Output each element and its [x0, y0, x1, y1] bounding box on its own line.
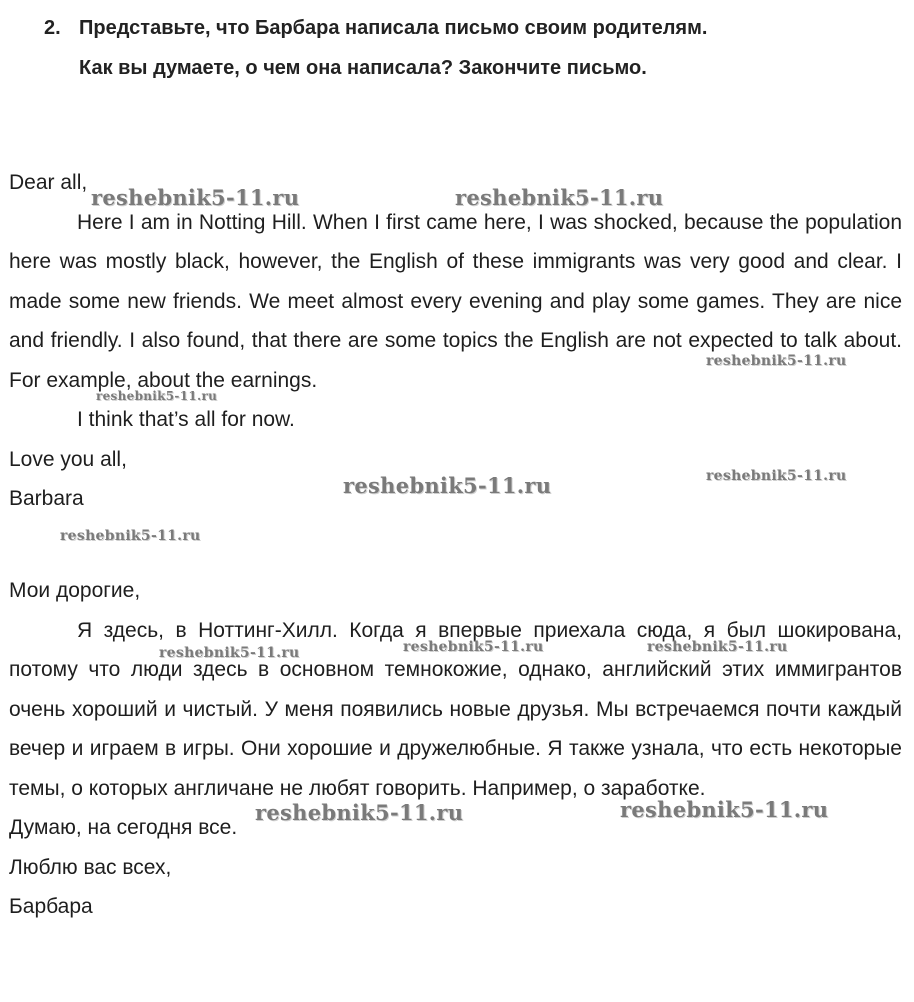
english-closing-line: I think that’s all for now.: [77, 408, 295, 431]
watermark: reshebnik5-11.ru: [255, 800, 464, 825]
task-number: 2.: [44, 17, 61, 39]
russian-closing-line: Думаю, на сегодня все.: [9, 816, 238, 839]
english-greeting: Dear all,: [9, 171, 88, 194]
watermark: reshebnik5-11.ru: [706, 353, 847, 369]
task-instruction-line-1: Представьте, что Барбара написала письмо своим родителям.: [79, 17, 708, 39]
english-body: Here I am in Notting Hill. When I first came here, I was shocked, because the population here was mostly black, however, the English of these immigrants was very good and clear. I made some new friends. We meet almost every evening and play some games. They are nice and friendly. I also found, that there are some topics the English are not expected to talk about. For example, about the earnings.: [9, 210, 902, 392]
watermark: reshebnik5-11.ru: [343, 473, 552, 498]
watermark: reshebnik5-11.ru: [403, 639, 544, 655]
watermark: reshebnik5-11.ru: [455, 185, 664, 210]
english-letter: [9, 163, 902, 519]
russian-greeting: Мои дорогие,: [9, 579, 141, 602]
watermark: reshebnik5-11.ru: [91, 185, 300, 210]
watermark: reshebnik5-11.ru: [60, 528, 201, 544]
watermark: reshebnik5-11.ru: [706, 468, 847, 484]
english-sign-off: Love you all,: [9, 447, 127, 471]
russian-letter: [9, 571, 902, 927]
russian-body: Я здесь, в Ноттинг-Хилл. Когда я впервые приехала сюда, я был шокирована, потому что люди здесь в основном темнокожие, однако, английский этих иммигрантов очень хороший и чистый. У меня появились новые друзья. Мы встречаемся почти каждый вечер и играем в игры. Они хорошие и дружелюбные. Я также узнала, что есть некоторые темы, о которых англичане не любят говорить. Например, о заработке.: [9, 618, 902, 800]
watermark: reshebnik5-11.ru: [96, 389, 218, 403]
watermark: reshebnik5-11.ru: [159, 645, 300, 661]
english-signature: Barbara: [9, 487, 84, 510]
watermark: reshebnik5-11.ru: [647, 639, 788, 655]
russian-sign-off: Люблю вас всех,: [9, 855, 172, 879]
russian-signature: Барбара: [9, 895, 93, 918]
watermark: reshebnik5-11.ru: [620, 797, 829, 822]
task-instruction-line-2: Как вы думаете, о чем она написала? Закончите письмо.: [79, 57, 647, 79]
